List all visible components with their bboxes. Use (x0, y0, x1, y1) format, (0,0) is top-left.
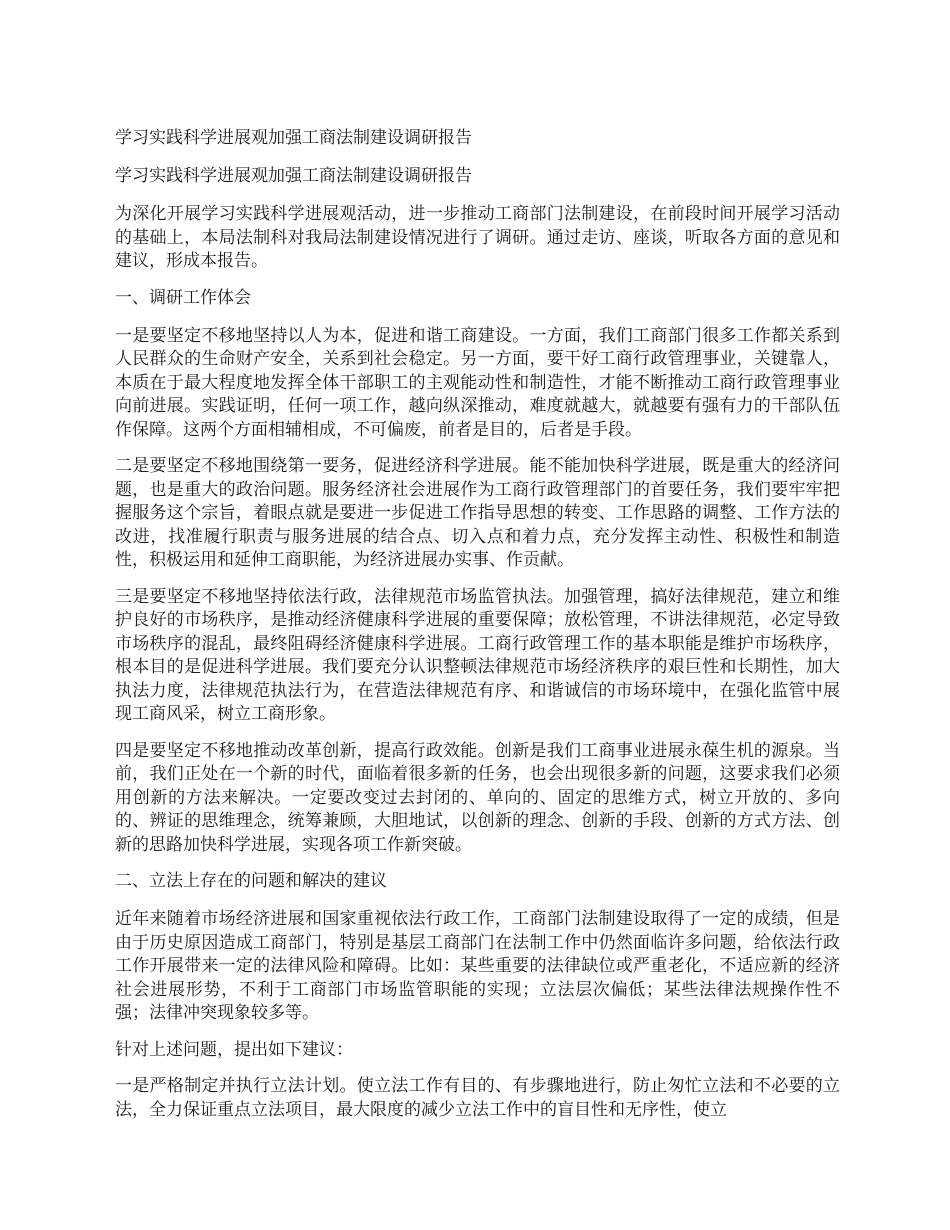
document-page (115, 127, 840, 1135)
section1-paragraph-3: 三是要坚定不移地坚持依法行政，法律规范市场监管执法。加强管理，搞好法律规范，建立和维护良好的市场秩序，是推动经济健康科学进展的重要保障；放松管理，不讲法律规范，必定导致市场秩序的混乱，最终阻碍经济健康科学进展。工商行政管理工作的基本职能是维护市场秩序，根本目的是促进科学进展。我们要充分认识整顿法律规范市场经济秩序的艰巨性和长期性，加大执法力度，法律规范执法行为，在营造法律规范有序、和谐诚信的市场环境中，在强化监管中展现工商风采，树立工商形象。 (115, 586, 840, 724)
section2-paragraph-3: 一是严格制定并执行立法计划。使立法工作有目的、有步骤地进行，防止匆忙立法和不必要的立法，全力保证重点立法项目，最大限度的减少立法工作中的盲目性和无序性，使立 (115, 1076, 840, 1120)
section2-paragraph-1: 近年来随着市场经济进展和国家重视依法行政工作，工商部门法制建设取得了一定的成绩，但是由于历史原因造成工商部门，特别是基层工商部门在法制工作中仍然面临许多问题，给依法行政工作开展带来一定的法律风险和障碍。比如：某些重要的法律缺位或严重老化，不适应新的经济社会进展形势，不利于工商部门市场监管职能的实现；立法层次偏低；某些法律法规操作性不强；法律冲突现象较多等。 (115, 909, 840, 1023)
section1-paragraph-2: 二是要坚定不移地围绕第一要务，促进经济科学进展。能不能加快科学进展，既是重大的经济问题，也是重大的政治问题。服务经济社会进展作为工商行政管理部门的首要任务，我们要牢牢把握服务这个宗旨，着眼点就是要进一步促进工作指导思想的转变、工作思路的调整、工作方法的改进，找准履行职责与服务进展的结合点、切入点和着力点，充分发挥主动性、积极性和制造性，积极运用和延伸工商职能，为经济进展办实事、作贡献。 (115, 456, 840, 570)
section-heading-1: 一、调研工作体会 (115, 287, 251, 308)
document-title: 学习实践科学进展观加强工商法制建设调研报告 (115, 128, 472, 148)
intro-paragraph: 为深化开展学习实践科学进展观活动，进一步推动工商部门法制建设，在前段时间开展学习活动的基础上，本局法制科对我局法制建设情况进行了调研。通过走访、座谈，听取各方面的意见和建议，形成本报告。 (115, 204, 840, 271)
section-heading-2: 二、立法上存在的问题和解决的建议 (115, 871, 387, 891)
section2-paragraph-2: 针对上述问题，提出如下建议： (115, 1039, 353, 1060)
document-subtitle: 学习实践科学进展观加强工商法制建设调研报告 (115, 166, 472, 186)
section1-paragraph-1: 一是要坚定不移地坚持以人为本，促进和谐工商建设。一方面，我们工商部门很多工作都关系到人民群众的生命财产安全，关系到社会稳定。另一方面，要干好工商行政管理事业，关键靠人，本质在于最大程度地发挥全体干部职工的主观能动性和制造性，才能不断推动工商行政管理事业向前进展。实践证明，任何一项工作，越向纵深推动，难度就越大，就越要有强有力的干部队伍作保障。这两个方面相辅相成，不可偏废，前者是目的，后者是手段。 (115, 325, 840, 440)
section1-paragraph-4: 四是要坚定不移地推动改革创新，提高行政效能。创新是我们工商事业进展永葆生机的源泉。当前，我们正处在一个新的时代，面临着很多新的任务，也会出现很多新的问题，这要求我们必须用创新的方法来解决。一定要改变过去封闭的、单向的、固定的思维方式，树立开放的、多向的、辨证的思维理念，统筹兼顾，大胆地试，以创新的理念、创新的手段、创新的方式方法、创新的思路加快科学进展，实现各项工作新突破。 (115, 740, 840, 855)
